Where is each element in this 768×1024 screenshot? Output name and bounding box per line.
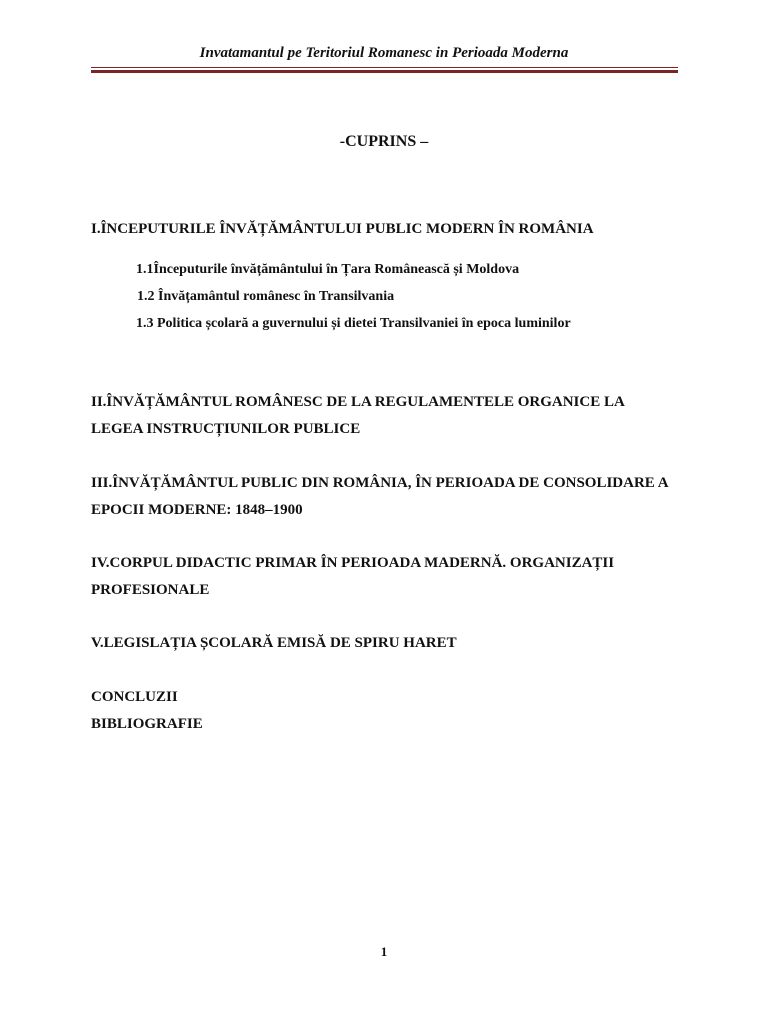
page-number: 1 <box>380 944 388 959</box>
toc-conclusions: CONCLUZII <box>91 689 178 705</box>
toc-heading: -CUPRINS – <box>339 133 429 150</box>
toc-chapter-4-line-2: PROFESIONALE <box>91 582 210 598</box>
toc-subchapter-1-2: 1.2 Învățamântul românesc în Transilvania <box>137 289 395 304</box>
running-header: Invatamantul pe Teritoriul Romanesc in Perioada Moderna <box>199 45 569 61</box>
toc-subchapter-1-3: 1.3 Politica școlară a guvernului și dietei Transilvaniei în epoca luminilor <box>136 316 571 331</box>
header-rule-thick <box>91 70 678 73</box>
toc-chapter-1: I.ÎNCEPUTURILE ÎNVĂȚĂMÂNTULUI PUBLIC MODERN ÎN ROMÂNIA <box>91 221 594 237</box>
header-rule-thin <box>91 67 678 68</box>
toc-chapter-3-line-1: III.ÎNVĂȚĂMÂNTUL PUBLIC DIN ROMÂNIA, ÎN PERIOADA DE CONSOLIDARE A <box>91 475 669 491</box>
toc-chapter-4-line-1: IV.CORPUL DIDACTIC PRIMAR ÎN PERIOADA MADERNĂ. ORGANIZAȚII <box>91 555 615 571</box>
toc-bibliography: BIBLIOGRAFIE <box>91 716 203 732</box>
toc-chapter-5: V.LEGISLAȚIA ȘCOLARĂ EMISĂ DE SPIRU HARET <box>91 635 457 651</box>
toc-chapter-2-line-1: II.ÎNVĂȚĂMÂNTUL ROMÂNESC DE LA REGULAMENTELE ORGANICE LA <box>91 394 625 410</box>
toc-chapter-2-line-2: LEGEA INSTRUCȚIUNILOR PUBLICE <box>91 421 361 437</box>
toc-chapter-3-line-2: EPOCII MODERNE: 1848–1900 <box>91 502 303 518</box>
toc-subchapter-1-1: 1.1Începuturile învățământului în Țara Românească și Moldova <box>136 262 520 277</box>
